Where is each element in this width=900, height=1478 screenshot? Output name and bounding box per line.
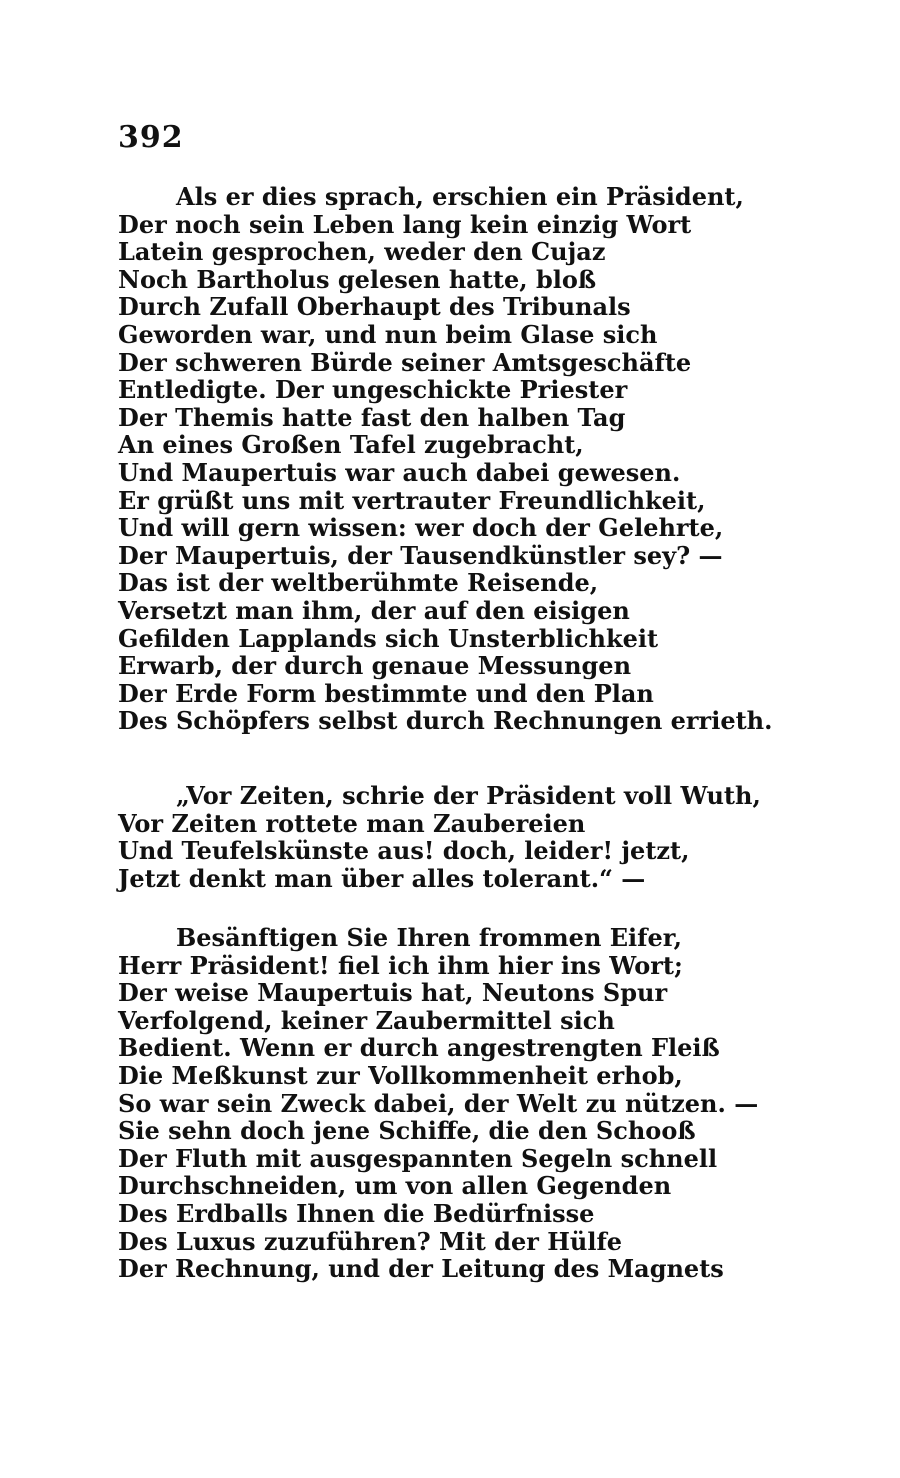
verse-line: Noch Bartholus gelesen hatte, bloß [118,264,597,294]
verse-line: Herr Präsident! fiel ich ihm hier ins Wort; [118,950,683,980]
verse-line: Und will gern wissen: wer doch der Gelehrte, [118,513,724,543]
stanza-1 [118,183,798,735]
verse-line: Der Fluth mit ausgespannten Segeln schnell [118,1143,718,1173]
verse-line: Der Themis hatte fast den halben Tag [118,402,626,432]
verse-line: Jetzt denkt man über alles tolerant.“ — [118,863,646,893]
verse-line: Des Erdballs Ihnen die Bedürfnisse [118,1198,595,1228]
verse-line: Der Maupertuis, der Tausendkünstler sey? — [118,540,723,570]
verse-line: Erwarb, der durch genaue Messungen [118,651,632,681]
verse-line: So war sein Zweck dabei, der Welt zu nützen. — [118,1088,759,1118]
verse-line: Der Rechnung, und der Leitung des Magnets [118,1254,724,1284]
verse-line: Durch Zufall Oberhaupt des Tribunals [118,292,631,322]
stanza-3 [118,924,798,1283]
verse-line: Und Maupertuis war auch dabei gewesen. [118,457,681,487]
verse-line: Des Schöpfers selbst durch Rechnungen errieth. [118,706,773,736]
verse-line: Gefilden Lapplands sich Unsterblichkeit [118,623,659,653]
verse-line: Sie sehn doch jene Schiffe, die den Schooß [118,1116,696,1146]
verse-line: Der Erde Form bestimmte und den Plan [118,678,654,708]
verse-line: Das ist der weltberühmte Reisende, [118,568,599,598]
verse-line: Latein gesprochen, weder den Cujaz [118,237,606,267]
verse-line: Er grüßt uns mit vertrauter Freundlichkeit, [118,485,706,515]
verse-line: Geworden war, und nun beim Glase sich [118,319,658,349]
verse-line: Entledigte. Der ungeschickte Priester [118,375,628,405]
verse-line: Verfolgend, keiner Zaubermittel sich [118,1005,615,1035]
verse-line: Der weise Maupertuis hat, Neutons Spur [118,978,668,1008]
verse-line: Bedient. Wenn er durch angestrengten Fleiß [118,1033,720,1063]
verse-line: Vor Zeiten rottete man Zaubereien [118,808,586,838]
verse-line: Und Teufelskünste aus! doch, leider! jetzt, [118,836,690,866]
verse-line: Des Luxus zuzuführen? Mit der Hülfe [118,1226,623,1256]
page-number: 392 [118,120,184,155]
verse-line: Durchschneiden, um von allen Gegenden [118,1171,672,1201]
verse-line: Als er dies sprach, erschien ein Präsident, [176,182,744,211]
verse-line: Versetzt man ihm, der auf den eisigen [118,595,630,625]
verse-line: Der schweren Bürde seiner Amtsgeschäfte [118,347,692,377]
verse-line: Die Meßkunst zur Vollkommenheit erhob, [118,1060,683,1090]
stanza-2 [118,782,798,892]
verse-line: An eines Großen Tafel zugebracht, [118,430,584,460]
verse-line: „Vor Zeiten, schrie der Präsident voll Wuth, [176,781,761,810]
verse-line: Der noch sein Leben lang kein einzig Wort [118,209,692,239]
verse-line: Besänftigen Sie Ihren frommen Eifer, [176,923,683,952]
